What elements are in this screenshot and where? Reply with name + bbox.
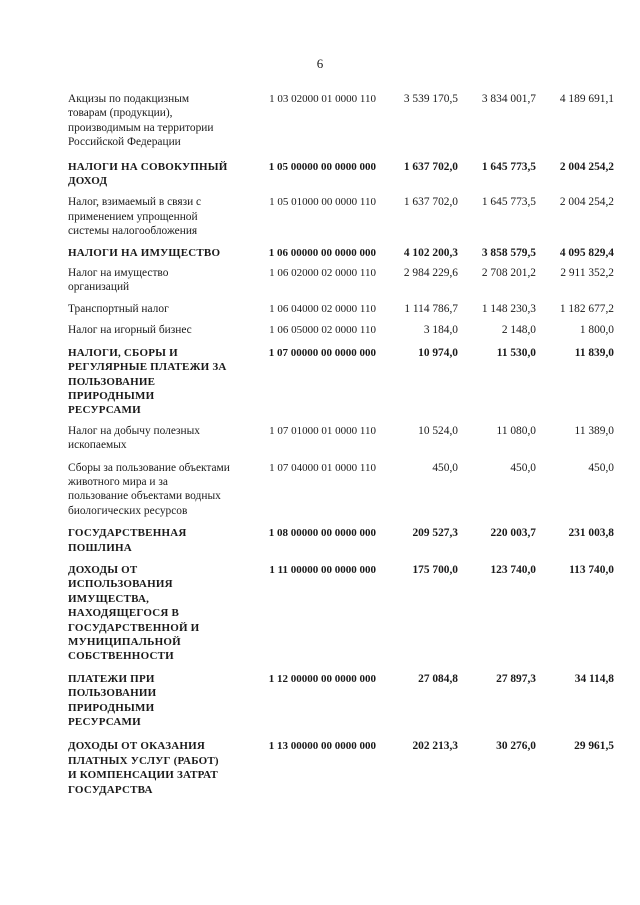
row-value-1: 202 213,3 (412, 740, 458, 753)
table-row (68, 346, 614, 418)
row-code: 1 07 00000 00 0000 000 (268, 346, 376, 359)
row-name: Акцизы по подакцизным товарам (продукции), производимым на территории Российской Федерации (68, 93, 214, 149)
row-name: Налог на имущество организаций (68, 267, 169, 294)
row-name: Налог на игорный бизнес (68, 324, 192, 337)
row-name: ДОХОДЫ ОТ ОКАЗАНИЯ ПЛАТНЫХ УСЛУГ (РАБОТ) И КОМПЕНСАЦИИ ЗАТРАТ ГОСУДАРСТВА (68, 740, 219, 796)
row-code: 1 03 02000 01 0000 110 (269, 93, 376, 105)
table-row (68, 672, 614, 730)
row-value-1: 2 984 229,6 (403, 267, 458, 280)
row-code: 1 13 00000 00 0000 000 (268, 740, 376, 753)
row-value-1: 3 184,0 (423, 324, 458, 337)
row-value-3: 1 800,0 (579, 324, 614, 337)
row-value-2: 3 834 001,7 (481, 93, 536, 105)
row-value-2: 3 858 579,5 (481, 246, 536, 259)
row-value-2: 2 148,0 (501, 324, 536, 337)
row-value-3: 11 839,0 (574, 346, 614, 359)
row-code: 1 12 00000 00 0000 000 (268, 672, 376, 685)
row-value-1: 3 539 170,5 (403, 93, 458, 105)
row-name: ГОСУДАРСТВЕННАЯ ПОШЛИНА (68, 527, 187, 554)
table-row (68, 461, 614, 519)
row-value-3: 231 003,8 (568, 527, 614, 540)
row-value-1: 175 700,0 (412, 563, 458, 576)
table-row (68, 302, 614, 316)
row-value-3: 2 911 352,2 (560, 267, 614, 280)
row-name: ПЛАТЕЖИ ПРИ ПОЛЬЗОВАНИИ ПРИРОДНЫМИ РЕСУРСАМИ (68, 672, 157, 729)
row-value-2: 220 003,7 (490, 527, 536, 540)
row-value-3: 11 389,0 (574, 424, 614, 437)
revenue-table (68, 92, 614, 797)
row-code: 1 06 04000 02 0000 110 (269, 302, 376, 315)
row-value-2: 2 708 201,2 (481, 267, 536, 280)
row-value-1: 209 527,3 (412, 527, 458, 540)
row-code: 1 05 00000 00 0000 000 (268, 160, 376, 173)
row-value-2: 1 645 773,5 (481, 196, 536, 209)
row-value-3: 4 095 829,4 (559, 246, 614, 259)
row-value-3: 29 961,5 (574, 740, 614, 753)
row-code: 1 06 02000 02 0000 110 (269, 267, 376, 280)
row-value-1: 1 114 786,7 (404, 302, 458, 315)
row-value-3: 1 182 677,2 (559, 302, 614, 315)
row-code: 1 08 00000 00 0000 000 (268, 527, 376, 540)
table-row (68, 195, 614, 238)
row-name: Налог на добычу полезных ископаемых (68, 424, 200, 452)
row-value-2: 450,0 (510, 461, 536, 474)
row-value-3: 450,0 (588, 461, 614, 474)
row-name: НАЛОГИ, СБОРЫ И РЕГУЛЯРНЫЕ ПЛАТЕЖИ ЗА ПОЛЬЗОВАНИЕ ПРИРОДНЫМИ РЕСУРСАМИ (68, 346, 227, 417)
row-value-2: 11 080,0 (496, 424, 536, 437)
row-value-3: 2 004 254,2 (559, 196, 614, 209)
table-row (68, 246, 614, 260)
row-code: 1 07 04000 01 0000 110 (269, 461, 376, 474)
row-value-2: 27 897,3 (496, 672, 536, 685)
row-value-1: 4 102 200,3 (403, 246, 458, 259)
table-row (68, 526, 614, 555)
table-row (68, 266, 614, 295)
row-name: Сборы за пользование объектами животного мира и за пользование объектами водных биологических ресурсов (68, 461, 230, 517)
row-value-3: 34 114,8 (574, 672, 614, 685)
row-value-1: 450,0 (432, 461, 458, 474)
row-value-2: 30 276,0 (496, 740, 536, 753)
row-value-2: 1 645 773,5 (481, 160, 536, 173)
table-row (68, 739, 614, 797)
row-value-1: 1 637 702,0 (403, 160, 458, 173)
table-row (68, 563, 614, 664)
row-name: НАЛОГИ НА СОВОКУПНЫЙ ДОХОД (68, 160, 228, 188)
row-value-2: 123 740,0 (490, 563, 536, 576)
table-row (68, 160, 614, 189)
row-name: ДОХОДЫ ОТ ИСПОЛЬЗОВАНИЯ ИМУЩЕСТВА, НАХОДЯЩЕГОСЯ В ГОСУДАРСТВЕННОЙ И МУНИЦИПАЛЬНОЙ СОБСТВЕННОСТИ (68, 563, 200, 663)
row-value-3: 4 189 691,1 (559, 93, 614, 105)
table-row (68, 323, 614, 337)
row-value-1: 1 637 702,0 (403, 196, 458, 209)
row-value-2: 1 148 230,3 (481, 302, 536, 315)
row-value-1: 27 084,8 (418, 672, 458, 685)
row-value-1: 10 524,0 (418, 424, 458, 437)
row-name: Транспортный налог (68, 302, 169, 315)
row-code: 1 05 01000 00 0000 110 (269, 196, 376, 209)
row-code: 1 07 01000 01 0000 110 (269, 424, 376, 437)
row-value-2: 11 530,0 (496, 346, 536, 359)
page-number: 6 (316, 56, 324, 71)
row-value-3: 2 004 254,2 (559, 160, 614, 173)
row-name: Налог, взимаемый в связи с применением упрощенной системы налогообложения (68, 196, 202, 238)
row-name: НАЛОГИ НА ИМУЩЕСТВО (68, 246, 221, 259)
row-value-1: 10 974,0 (418, 346, 458, 359)
table-row (68, 424, 614, 453)
table-row (68, 92, 614, 150)
row-code: 1 06 05000 02 0000 110 (269, 324, 376, 337)
row-code: 1 06 00000 00 0000 000 (268, 246, 376, 259)
row-code: 1 11 00000 00 0000 000 (269, 563, 376, 576)
row-value-3: 113 740,0 (569, 563, 614, 576)
